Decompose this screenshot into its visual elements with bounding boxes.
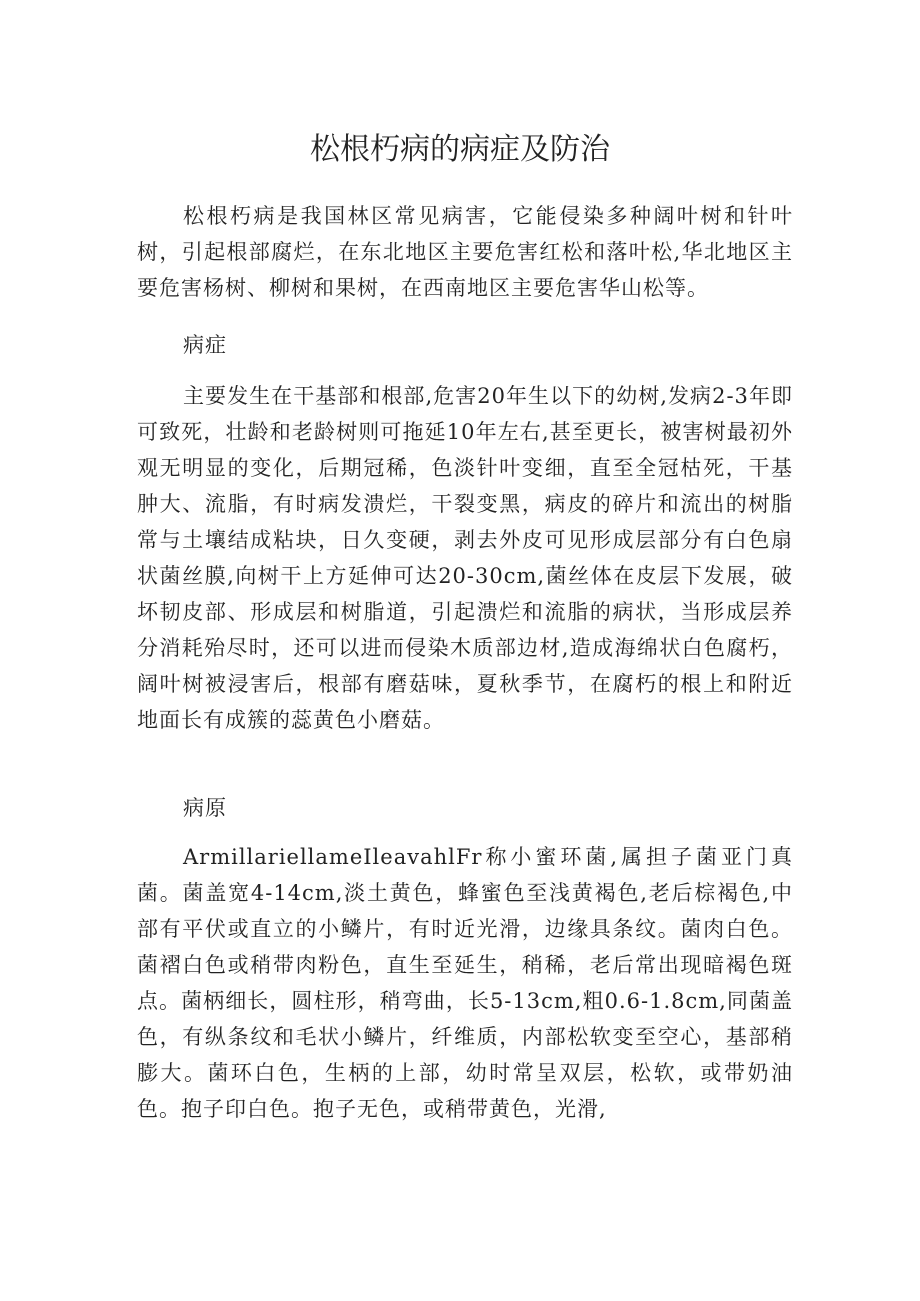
document-title: 松根朽病的病症及防治 xyxy=(310,132,610,167)
section-heading-pathogen: 病原 xyxy=(183,796,227,820)
section-heading-symptom: 病症 xyxy=(183,333,227,357)
symptom-paragraph: 主要发生在干基部和根部,危害20年生以下的幼树,发病2-3年即可致死，壮龄和老龄树则可拖延10年左右,甚至更长，被害树最初外观无明显的变化，后期冠稀，色淡针叶变细，直至全冠枯死，干基肿大、流脂，有时病发溃烂，干裂变黑，病皮的碎片和流出的树脂常与土壤结成粘块，日久变硬，剥去外皮可见形成层部分有白色扇状菌丝膜,向树干上方延伸可达20-30cm,菌丝体在皮层下发展，破坏韧皮部、形成层和树脂道，引起溃烂和流脂的病状，当形成层养分消耗殆尽时，还可以进而侵染木质部边材,造成海绵状白色腐朽，阔叶树被浸害后，根部有磨菇味，夏秋季节，在腐朽的根上和附近地面长有成簇的蕊黄色小磨菇。 xyxy=(137,384,793,732)
pathogen-paragraph: ArmillariellameIleavahlFr称小蜜环菌,属担子菌亚门真菌。菌盖宽4-14cm,淡土黄色，蜂蜜色至浅黄褐色,老后棕褐色,中部有平伏或直立的小鳞片，有时近光滑，边缘具条纹。菌肉白色。菌褶白色或稍带肉粉色，直生至延生，稍稀，老后常出现暗褐色斑点。菌柄细长，圆柱形，稍弯曲，长5-13cm,粗0.6-1.8cm,同菌盖色，有纵条纹和毛状小鳞片，纤维质，内部松软变至空心，基部稍膨大。菌环白色，生柄的上部，幼时常呈双层，松软，或带奶油色。抱子印白色。抱子无色，或稍带黄色，光滑, xyxy=(137,845,793,1121)
intro-paragraph: 松根朽病是我国林区常见病害，它能侵染多种阔叶树和针叶树，引起根部腐烂，在东北地区主要危害红松和落叶松,华北地区主要危害杨树、柳树和果树，在西南地区主要危害华山松等。 xyxy=(137,204,793,300)
